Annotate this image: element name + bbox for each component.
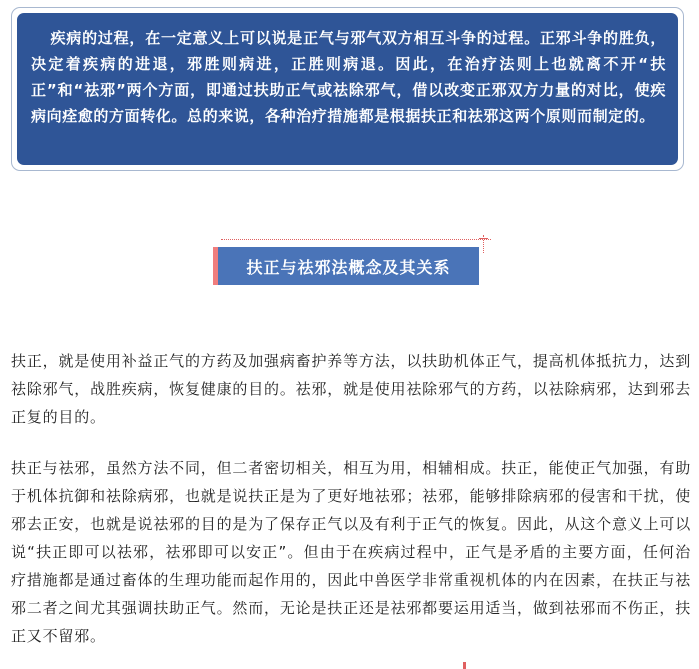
- section-title: 扶正与祛邪法概念及其关系: [246, 257, 451, 277]
- bottom-decor-mark: [463, 662, 466, 669]
- intro-frame: [11, 7, 684, 171]
- intro-text: 疾病的过程，在一定意义上可以说是正气与邪气双方相互斗争的过程。正邪斗争的胜负，决定着疾病的进退，邪胜则病进，正胜则病退。因此，在治疗法则上也就离不开“扶正”和“祛邪”两个方面，即通过扶助正气或祛除邪气，借以改变正邪双方力量的对比，使疾病向痊愈的方面转化。总的来说，各种治疗措施都是根据扶正和祛邪这两个原则而制定的。: [31, 29, 666, 125]
- section-title-box: [213, 247, 479, 285]
- section-title-wrap: [213, 239, 491, 285]
- paragraph-definition: 扶正，就是使用补益正气的方药及加强病畜护养等方法，以扶助机体正气，提高机体抵抗力，达到祛除邪气，战胜疾病，恢复健康的目的。祛邪，就是使用祛除邪气的方药，以祛除病邪，达到邪去正复的目的。: [11, 352, 691, 426]
- intro-box: [17, 13, 678, 165]
- title-decor-tick: [479, 238, 488, 239]
- title-decor-line: [221, 239, 491, 240]
- paragraph-relationship: 扶正与祛邪，虽然方法不同，但二者密切相关，相互为用，相辅相成。扶正，能使正气加强，有助于机体抗御和祛除病邪，也就是说扶正是为了更好地祛邪；祛邪，能够排除病邪的侵害和干扰，使邪去正安，也就是说祛邪的目的是为了保存正气以及有利于正气的恢复。因此，从这个意义上可以说“扶正即可以祛邪，祛邪即可以安正”。但由于在疾病过程中，正气是矛盾的主要方面，任何治疗措施都是通过畜体的生理功能而起作用的，因此中兽医学非常重视机体的内在因素，在扶正与祛邪二者之间尤其强调扶助正气。然而，无论是扶正还是祛邪都要运用适当，做到祛邪而不伤正，扶正又不留邪。: [11, 459, 691, 645]
